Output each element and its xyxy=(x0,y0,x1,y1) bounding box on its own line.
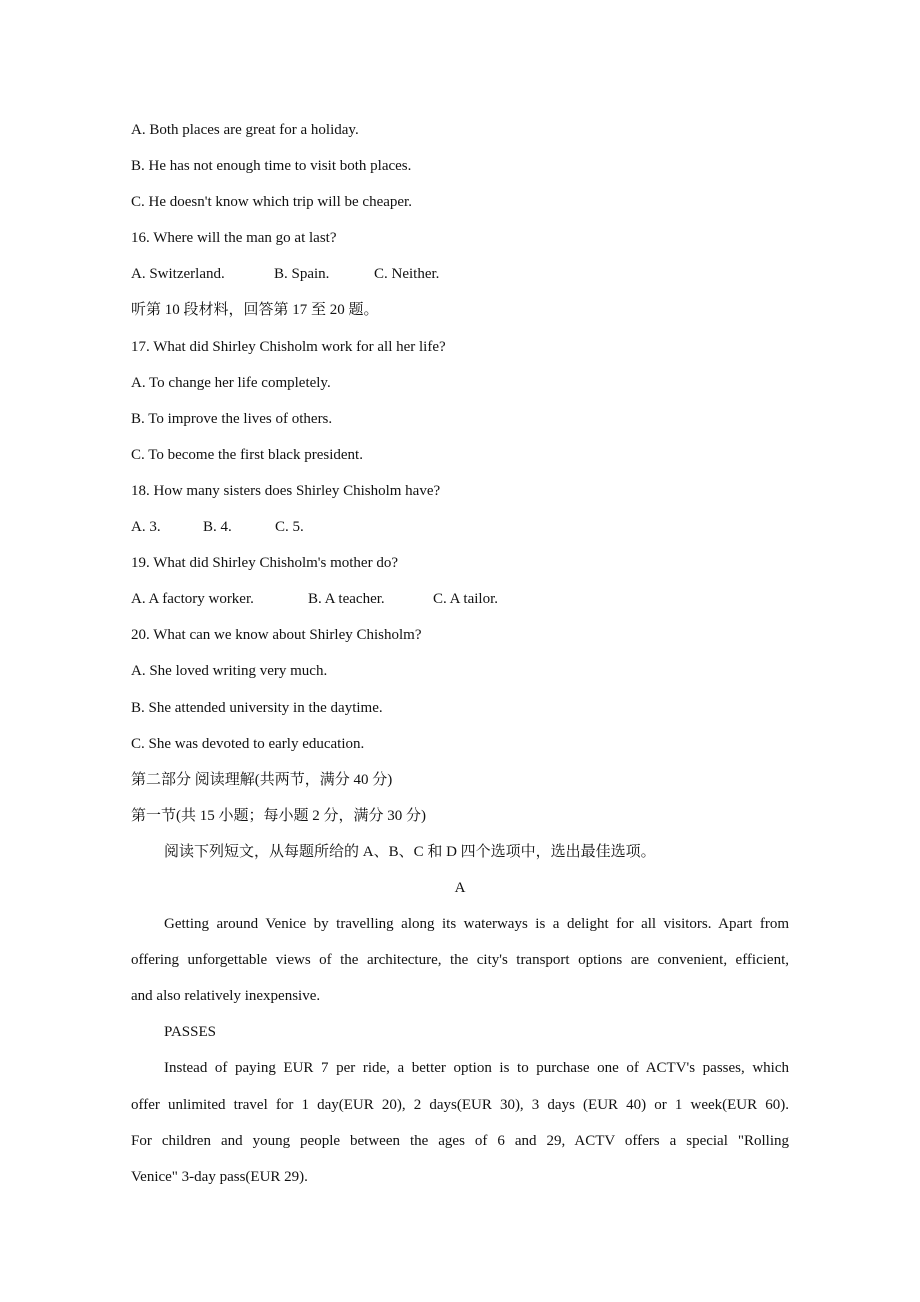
paragraph-line: offering unforgettable views of the architecture, the city's transport options are convenient, efficient, xyxy=(131,952,789,969)
reading-instruction: 阅读下列短文，从每题所给的 A、B、C 和 D 四个选项中，选出最佳选项。 xyxy=(164,843,656,860)
q16-options xyxy=(131,256,789,292)
q18-option-b: B. 4. xyxy=(203,519,232,536)
q18-options xyxy=(131,509,789,545)
q17-option-c: C. To become the first black president. xyxy=(131,446,363,463)
q20-question: 20. What can we know about Shirley Chisholm? xyxy=(131,627,422,644)
exam-page xyxy=(131,112,789,1195)
q16-option-c: C. Neither. xyxy=(374,266,440,283)
q20-option-c: C. She was devoted to early education. xyxy=(131,735,365,752)
paragraph-line: Instead of paying EUR 7 per ride, a better option is to purchase one of ACTV's passes, which xyxy=(164,1060,789,1077)
paragraph-line: offer unlimited travel for 1 day(EUR 20), 2 days(EUR 30), 3 days (EUR 40) or 1 week(EUR 60). xyxy=(131,1096,789,1113)
q20-option-b: B. She attended university in the daytime. xyxy=(131,699,383,716)
paragraph-line: Getting around Venice by travelling along its waterways is a delight for all visitors. Apart from xyxy=(164,916,789,933)
paragraph-intro xyxy=(131,906,789,1014)
paragraph-passes xyxy=(131,1050,789,1194)
q18-option-a: A. 3. xyxy=(131,519,161,536)
section10-instruction: 听第 10 段材料，回答第 17 至 20 题。 xyxy=(131,302,379,319)
q17-option-a: A. To change her life completely. xyxy=(131,374,331,391)
section1-title: 第一节(共 15 小题；每小题 2 分，满分 30 分) xyxy=(131,807,426,824)
q18-option-c: C. 5. xyxy=(275,519,304,536)
q15-option-b: B. He has not enough time to visit both places. xyxy=(131,158,412,175)
q16-option-b: B. Spain. xyxy=(274,266,330,283)
passes-heading: PASSES xyxy=(164,1024,216,1041)
q17-option-b: B. To improve the lives of others. xyxy=(131,410,333,427)
q20-option-a: A. She loved writing very much. xyxy=(131,663,328,680)
q19-option-b: B. A teacher. xyxy=(308,591,385,608)
q19-option-c: C. A tailor. xyxy=(433,591,499,608)
q18-question: 18. How many sisters does Shirley Chisholm have? xyxy=(131,482,441,499)
q19-options xyxy=(131,581,789,617)
q15-option-c: C. He doesn't know which trip will be cheaper. xyxy=(131,194,412,211)
q16-question: 16. Where will the man go at last? xyxy=(131,230,337,247)
q15-option-a: A. Both places are great for a holiday. xyxy=(131,122,359,138)
q19-question: 19. What did Shirley Chisholm's mother do? xyxy=(131,555,398,572)
q17-question: 17. What did Shirley Chisholm work for all her life? xyxy=(131,338,446,355)
paragraph-line: Venice" 3-day pass(EUR 29). xyxy=(131,1168,308,1185)
q19-option-a: A. A factory worker. xyxy=(131,591,254,608)
paragraph-line: and also relatively inexpensive. xyxy=(131,988,321,1005)
passage-label: A xyxy=(454,879,466,896)
paragraph-line: For children and young people between the ages of 6 and 29, ACTV offers a special "Rolling xyxy=(131,1132,789,1149)
part2-title: 第二部分 阅读理解(共两节，满分 40 分) xyxy=(131,771,393,788)
q16-option-a: A. Switzerland. xyxy=(131,266,225,283)
